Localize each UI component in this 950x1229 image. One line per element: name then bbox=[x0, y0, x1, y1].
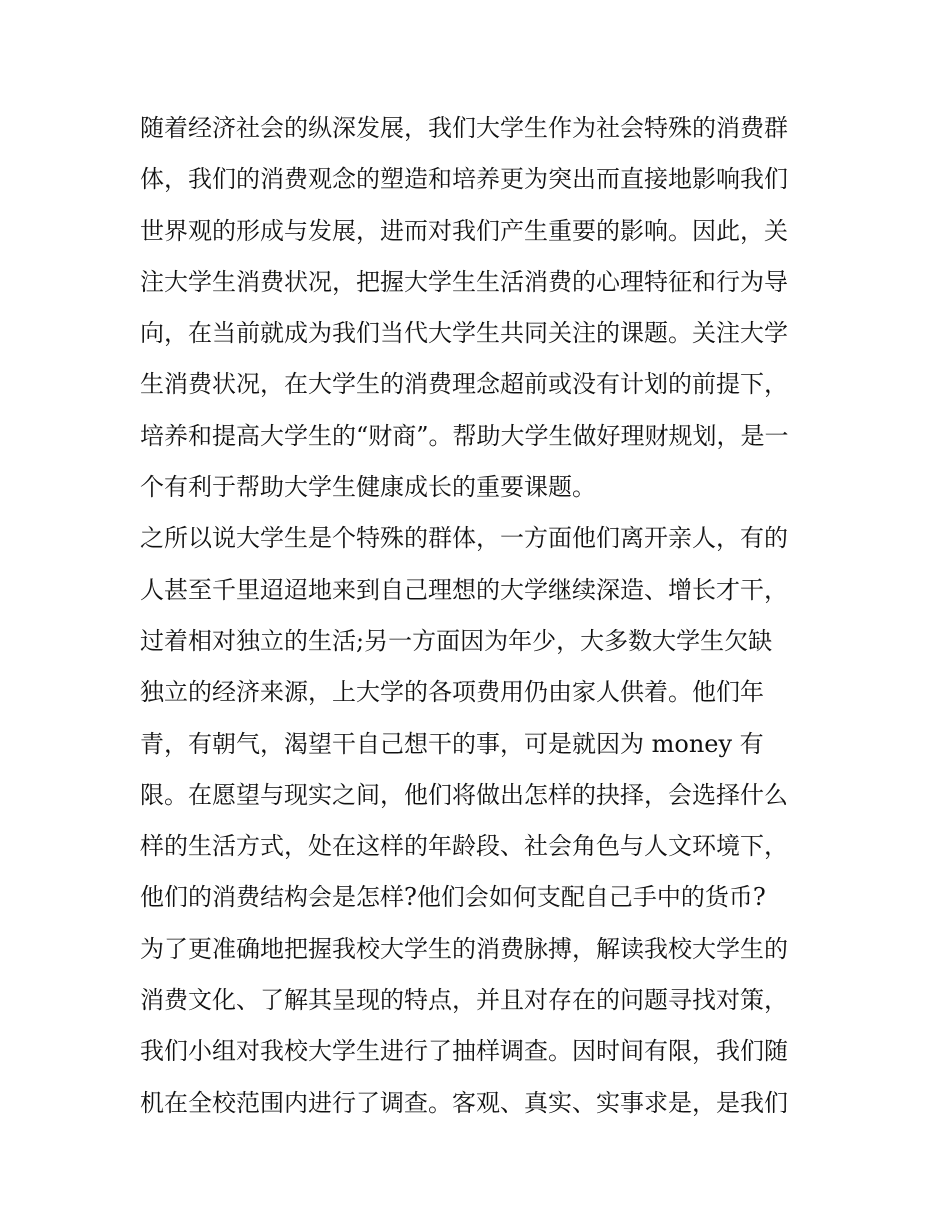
text-line-16: 他们的消费结构会是怎样?他们会如何支配自己手中的货币? bbox=[140, 883, 766, 912]
text-line-11: 过着相对独立的生活;另一方面因为年少，大多数大学生欠缺 bbox=[140, 626, 773, 655]
text-line-4: 注大学生消费状况，把握大学生生活消费的心理特征和行为导 bbox=[140, 267, 788, 296]
text-line-19: 我们小组对我校大学生进行了抽样调查。因时间有限，我们随 bbox=[140, 1037, 788, 1066]
text-line-13: 青，有朝气，渴望干自己想干的事，可是就因为 money 有 bbox=[140, 729, 764, 758]
text-line-17: 为了更准确地把握我校大学生的消费脉搏，解读我校大学生的 bbox=[140, 934, 788, 963]
text-line-5: 向，在当前就成为我们当代大学生共同关注的课题。关注大学 bbox=[140, 319, 788, 348]
text-line-18: 消费文化、了解其呈现的特点，并且对存在的问题寻找对策， bbox=[140, 986, 788, 1015]
text-line-3: 世界观的形成与发展，进而对我们产生重要的影响。因此，关 bbox=[140, 216, 788, 245]
text-line-9: 之所以说大学生是个特殊的群体，一方面他们离开亲人，有的 bbox=[140, 524, 788, 553]
body-text bbox=[140, 103, 820, 1129]
text-line-12: 独立的经济来源，上大学的各项费用仍由家人供着。他们年 bbox=[140, 678, 764, 707]
text-line-15: 样的生活方式，处在这样的年龄段、社会角色与人文环境下， bbox=[140, 832, 788, 861]
text-line-8: 个有利于帮助大学生健康成长的重要课题。 bbox=[140, 473, 596, 502]
text-line-1: 随着经济社会的纵深发展，我们大学生作为社会特殊的消费群 bbox=[140, 114, 788, 142]
text-line-10: 人甚至千里迢迢地来到自己理想的大学继续深造、增长才干， bbox=[140, 575, 788, 604]
text-line-2: 体，我们的消费观念的塑造和培养更为突出而直接地影响我们 bbox=[140, 165, 788, 194]
text-line-20: 机在全校范围内进行了调查。客观、真实、实事求是，是我们 bbox=[140, 1088, 788, 1117]
text-line-6: 生消费状况，在大学生的消费理念超前或没有计划的前提下， bbox=[140, 370, 788, 399]
text-line-14: 限。在愿望与现实之间，他们将做出怎样的抉择，会选择什么 bbox=[140, 780, 788, 809]
text-line-7: 培养和提高大学生的“财商”。帮助大学生做好理财规划，是一 bbox=[140, 421, 789, 450]
